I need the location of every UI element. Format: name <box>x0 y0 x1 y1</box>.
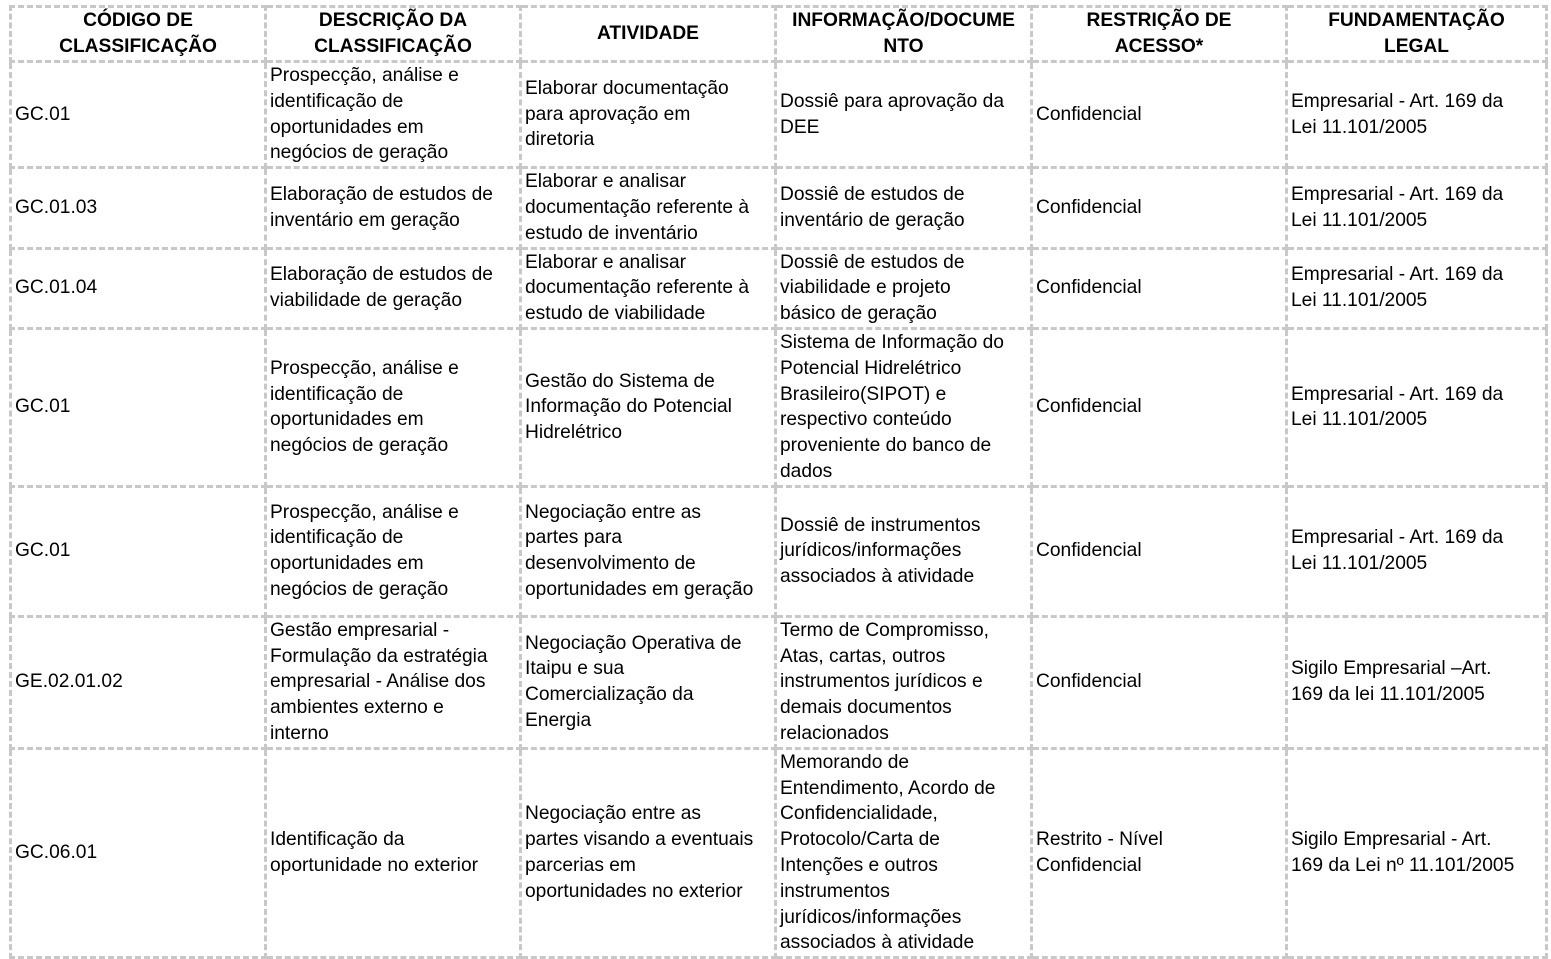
cell-fundamentacao: Empresarial - Art. 169 da Lei 11.101/2005 <box>1287 62 1547 168</box>
table-header-row <box>11 7 1547 62</box>
cell-atividade: Negociação entre as partes para desenvolvimento de oportunidades em geração <box>521 486 776 616</box>
table-row <box>11 328 1547 486</box>
cell-descricao: Elaboração de estudos de viabilidade de geração <box>266 248 521 328</box>
cell-descricao: Prospecção, análise e identificação de oportunidades em negócios de geração <box>266 62 521 168</box>
cell-atividade: Negociação Operativa de Itaipu e sua Comercialização da Energia <box>521 616 776 748</box>
cell-atividade: Negociação entre as partes visando a eventuais parcerias em oportunidades no exterior <box>521 748 776 957</box>
cell-descricao: Prospecção, análise e identificação de oportunidades em negócios de geração <box>266 486 521 616</box>
cell-fundamentacao: Sigilo Empresarial - Art. 169 da Lei nº 11.101/2005 <box>1287 748 1547 957</box>
cell-descricao: Elaboração de estudos de inventário em geração <box>266 168 521 248</box>
header-informacao: INFORMAÇÃO/DOCUME NTO <box>776 7 1032 62</box>
cell-informacao: Dossiê de instrumentos jurídicos/informações associados à atividade <box>776 486 1032 616</box>
cell-informacao: Dossiê para aprovação da DEE <box>776 62 1032 168</box>
cell-codigo: GC.01 <box>11 486 266 616</box>
table-row <box>11 62 1547 168</box>
cell-codigo: GC.01.04 <box>11 248 266 328</box>
header-atividade: ATIVIDADE <box>521 7 776 62</box>
cell-informacao: Dossiê de estudos de inventário de geração <box>776 168 1032 248</box>
table-row <box>11 168 1547 248</box>
cell-informacao: Dossiê de estudos de viabilidade e projeto básico de geração <box>776 248 1032 328</box>
cell-informacao: Termo de Compromisso, Atas, cartas, outros instrumentos jurídicos e demais documentos relacionados <box>776 616 1032 748</box>
cell-restricao: Confidencial <box>1032 616 1287 748</box>
cell-restricao: Confidencial <box>1032 248 1287 328</box>
cell-fundamentacao: Empresarial - Art. 169 da Lei 11.101/2005 <box>1287 248 1547 328</box>
cell-informacao: Sistema de Informação do Potencial Hidrelétrico Brasileiro(SIPOT) e respectivo conteúdo proveniente do banco de dados <box>776 328 1032 486</box>
cell-restricao: Confidencial <box>1032 486 1287 616</box>
cell-restricao: Confidencial <box>1032 62 1287 168</box>
header-restricao: RESTRIÇÃO DE ACESSO* <box>1032 7 1287 62</box>
cell-atividade: Elaborar documentação para aprovação em diretoria <box>521 62 776 168</box>
cell-codigo: GC.01.03 <box>11 168 266 248</box>
cell-atividade: Elaborar e analisar documentação referente à estudo de inventário <box>521 168 776 248</box>
table-row <box>11 748 1547 957</box>
header-fundamentacao: FUNDAMENTAÇÃO LEGAL <box>1287 7 1547 62</box>
classification-table <box>9 5 1548 959</box>
table-row <box>11 616 1547 748</box>
header-descricao: DESCRIÇÃO DA CLASSIFICAÇÃO <box>266 7 521 62</box>
cell-atividade: Elaborar e analisar documentação referente à estudo de viabilidade <box>521 248 776 328</box>
cell-fundamentacao: Empresarial - Art. 169 da Lei 11.101/2005 <box>1287 486 1547 616</box>
cell-descricao: Identificação da oportunidade no exterior <box>266 748 521 957</box>
cell-codigo: GC.06.01 <box>11 748 266 957</box>
cell-codigo: GC.01 <box>11 62 266 168</box>
cell-fundamentacao: Empresarial - Art. 169 da Lei 11.101/2005 <box>1287 328 1547 486</box>
cell-fundamentacao: Sigilo Empresarial –Art. 169 da lei 11.101/2005 <box>1287 616 1547 748</box>
cell-restricao: Confidencial <box>1032 328 1287 486</box>
cell-atividade: Gestão do Sistema de Informação do Potencial Hidrelétrico <box>521 328 776 486</box>
cell-restricao: Confidencial <box>1032 168 1287 248</box>
header-codigo: CÓDIGO DE CLASSIFICAÇÃO <box>11 7 266 62</box>
cell-descricao: Prospecção, análise e identificação de oportunidades em negócios de geração <box>266 328 521 486</box>
cell-descricao: Gestão empresarial - Formulação da estratégia empresarial - Análise dos ambientes externo e interno <box>266 616 521 748</box>
table-row <box>11 248 1547 328</box>
cell-fundamentacao: Empresarial - Art. 169 da Lei 11.101/2005 <box>1287 168 1547 248</box>
table-row <box>11 486 1547 616</box>
cell-restricao: Restrito - Nível Confidencial <box>1032 748 1287 957</box>
cell-codigo: GC.01 <box>11 328 266 486</box>
cell-informacao: Memorando de Entendimento, Acordo de Confidencialidade, Protocolo/Carta de Intenções e outros instrumentos jurídicos/informações associados à atividade <box>776 748 1032 957</box>
cell-codigo: GE.02.01.02 <box>11 616 266 748</box>
